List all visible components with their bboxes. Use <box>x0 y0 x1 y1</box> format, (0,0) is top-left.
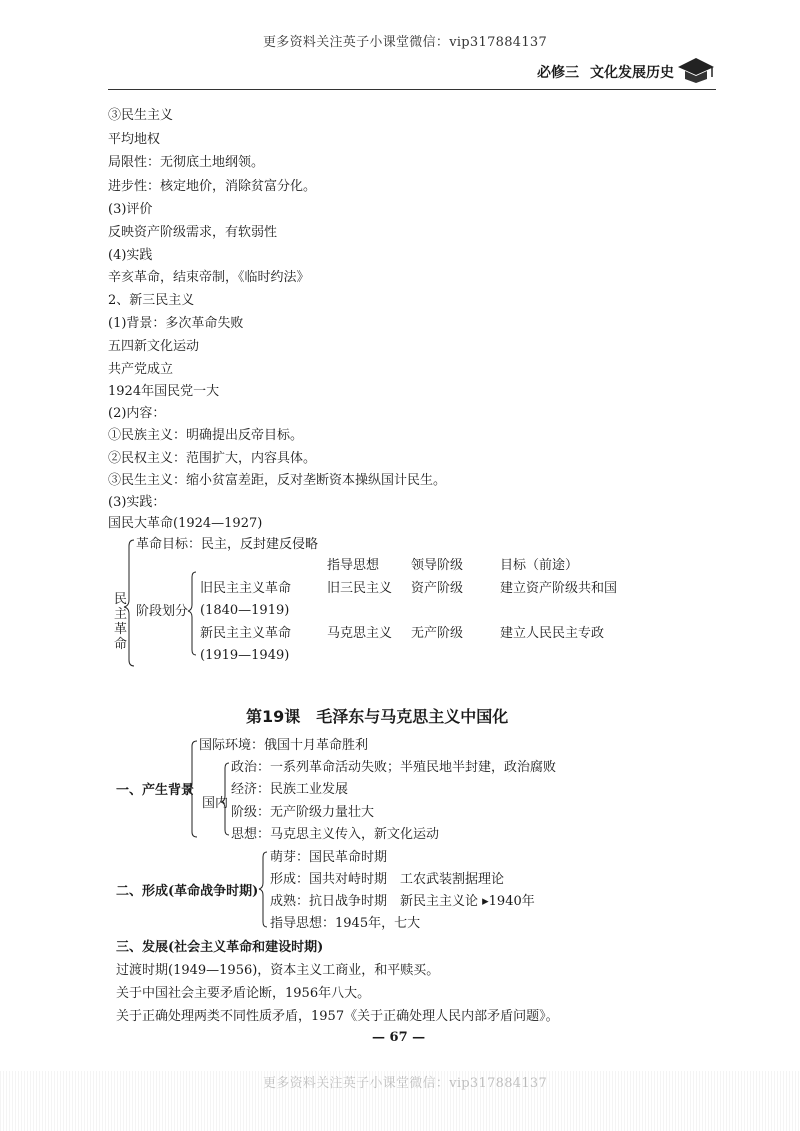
democracy-label: 民主革命 <box>114 592 128 652</box>
formation-item-1: 萌芽：国民革命时期 <box>270 850 388 865</box>
development-line-3: 关于正确处理两类不同性质矛盾，1957《关于正确处理人民内部矛盾问题》。 <box>116 1009 559 1024</box>
development-line-1: 过渡时期(1949—1956)，资本主义工商业，和平赎买。 <box>116 963 440 978</box>
development-label: 三、发展(社会主义革命和建设时期) <box>116 940 324 955</box>
col-goal: 目标（前途） <box>500 558 579 573</box>
line-16: ②民权主义：范围扩大，内容具体。 <box>108 451 317 466</box>
development-line-2: 关于中国社会主要矛盾论断，1956年八大。 <box>116 986 371 1001</box>
row2-period: (1919—1949) <box>200 648 290 663</box>
background-label: 一、产生背景 <box>116 783 195 798</box>
domestic-class: 阶级：无产阶级力量壮大 <box>231 805 375 820</box>
formation-item-2: 形成：国共对峙时期 工农武装割据理论 <box>270 872 505 887</box>
row1-class: 资产阶级 <box>411 581 464 596</box>
row1-goal: 建立资产阶级共和国 <box>500 581 618 596</box>
brace-stage <box>188 572 196 655</box>
formation-item-4: 指导思想：1945年，七大 <box>270 916 421 931</box>
row1-thought: 旧三民主义 <box>327 581 393 596</box>
democracy-goal: 革命目标：民主，反封建反侵略 <box>136 537 319 552</box>
row1-name: 旧民主主义革命 <box>200 581 292 596</box>
row2-goal: 建立人民民主专政 <box>500 626 605 641</box>
header-subject: 文化发展历史 <box>590 65 674 81</box>
header-rule <box>108 89 716 90</box>
formation-label: 二、形成(革命战争时期) <box>116 884 259 899</box>
line-10: (1)背景：多次革命失败 <box>108 316 244 331</box>
domestic-label: 国内 <box>202 796 229 811</box>
line-12: 共产党成立 <box>108 362 174 377</box>
formation-item-3: 成熟：抗日战争时期 新民主主义论 ▸1940年 <box>270 894 535 909</box>
line-15: ①民族主义：明确提出反帝目标。 <box>108 428 304 443</box>
line-2: 平均地权 <box>108 132 161 147</box>
line-1: ③民生主义 <box>108 108 174 123</box>
stage-label: 阶段划分 <box>136 604 189 619</box>
row2-name: 新民主主义革命 <box>200 626 292 641</box>
col-thought: 指导思想 <box>327 558 380 573</box>
line-11: 五四新文化运动 <box>108 339 200 354</box>
domestic-economy: 经济：民族工业发展 <box>231 782 349 797</box>
row2-class: 无产阶级 <box>411 626 464 641</box>
line-4: 进步性：核定地价，消除贫富分化。 <box>108 179 317 194</box>
graduation-cap-icon <box>676 55 716 85</box>
page-number: — 67 — <box>372 1030 426 1045</box>
line-14: (2)内容： <box>108 406 166 421</box>
header-book: 必修三 <box>537 65 579 81</box>
row2-thought: 马克思主义 <box>327 626 393 641</box>
lesson-title: 第19课 毛泽东与马克思主义中国化 <box>246 707 509 726</box>
line-7: (4)实践 <box>108 248 153 263</box>
line-9: 2、新三民主义 <box>108 293 195 308</box>
line-13: 1924年国民党一大 <box>108 384 220 399</box>
domestic-thought: 思想：马克思主义传入，新文化运动 <box>231 827 440 842</box>
line-17: ③民生主义：缩小贫富差距，反对垄断资本操纵国计民生。 <box>108 473 447 488</box>
watermark-top: 更多资料关注英子小课堂微信：vip317884137 <box>263 35 548 50</box>
line-8: 辛亥革命，结束帝制，《临时约法》 <box>108 270 310 285</box>
background-international: 国际环境：俄国十月革命胜利 <box>199 738 369 753</box>
domestic-politics: 政治：一系列革命活动失败；半殖民地半封建，政治腐败 <box>231 760 557 775</box>
col-class: 领导阶级 <box>411 558 464 573</box>
scan-noise <box>0 1071 800 1131</box>
row1-period: (1840—1919) <box>200 603 290 618</box>
line-5: (3)评价 <box>108 202 153 217</box>
line-6: 反映资产阶级需求，有软弱性 <box>108 225 278 240</box>
brace-formation <box>259 852 267 927</box>
line-19: 国民大革命(1924—1927) <box>108 516 263 531</box>
line-18: (3)实践： <box>108 495 166 510</box>
line-3: 局限性：无彻底土地纲领。 <box>108 155 265 170</box>
